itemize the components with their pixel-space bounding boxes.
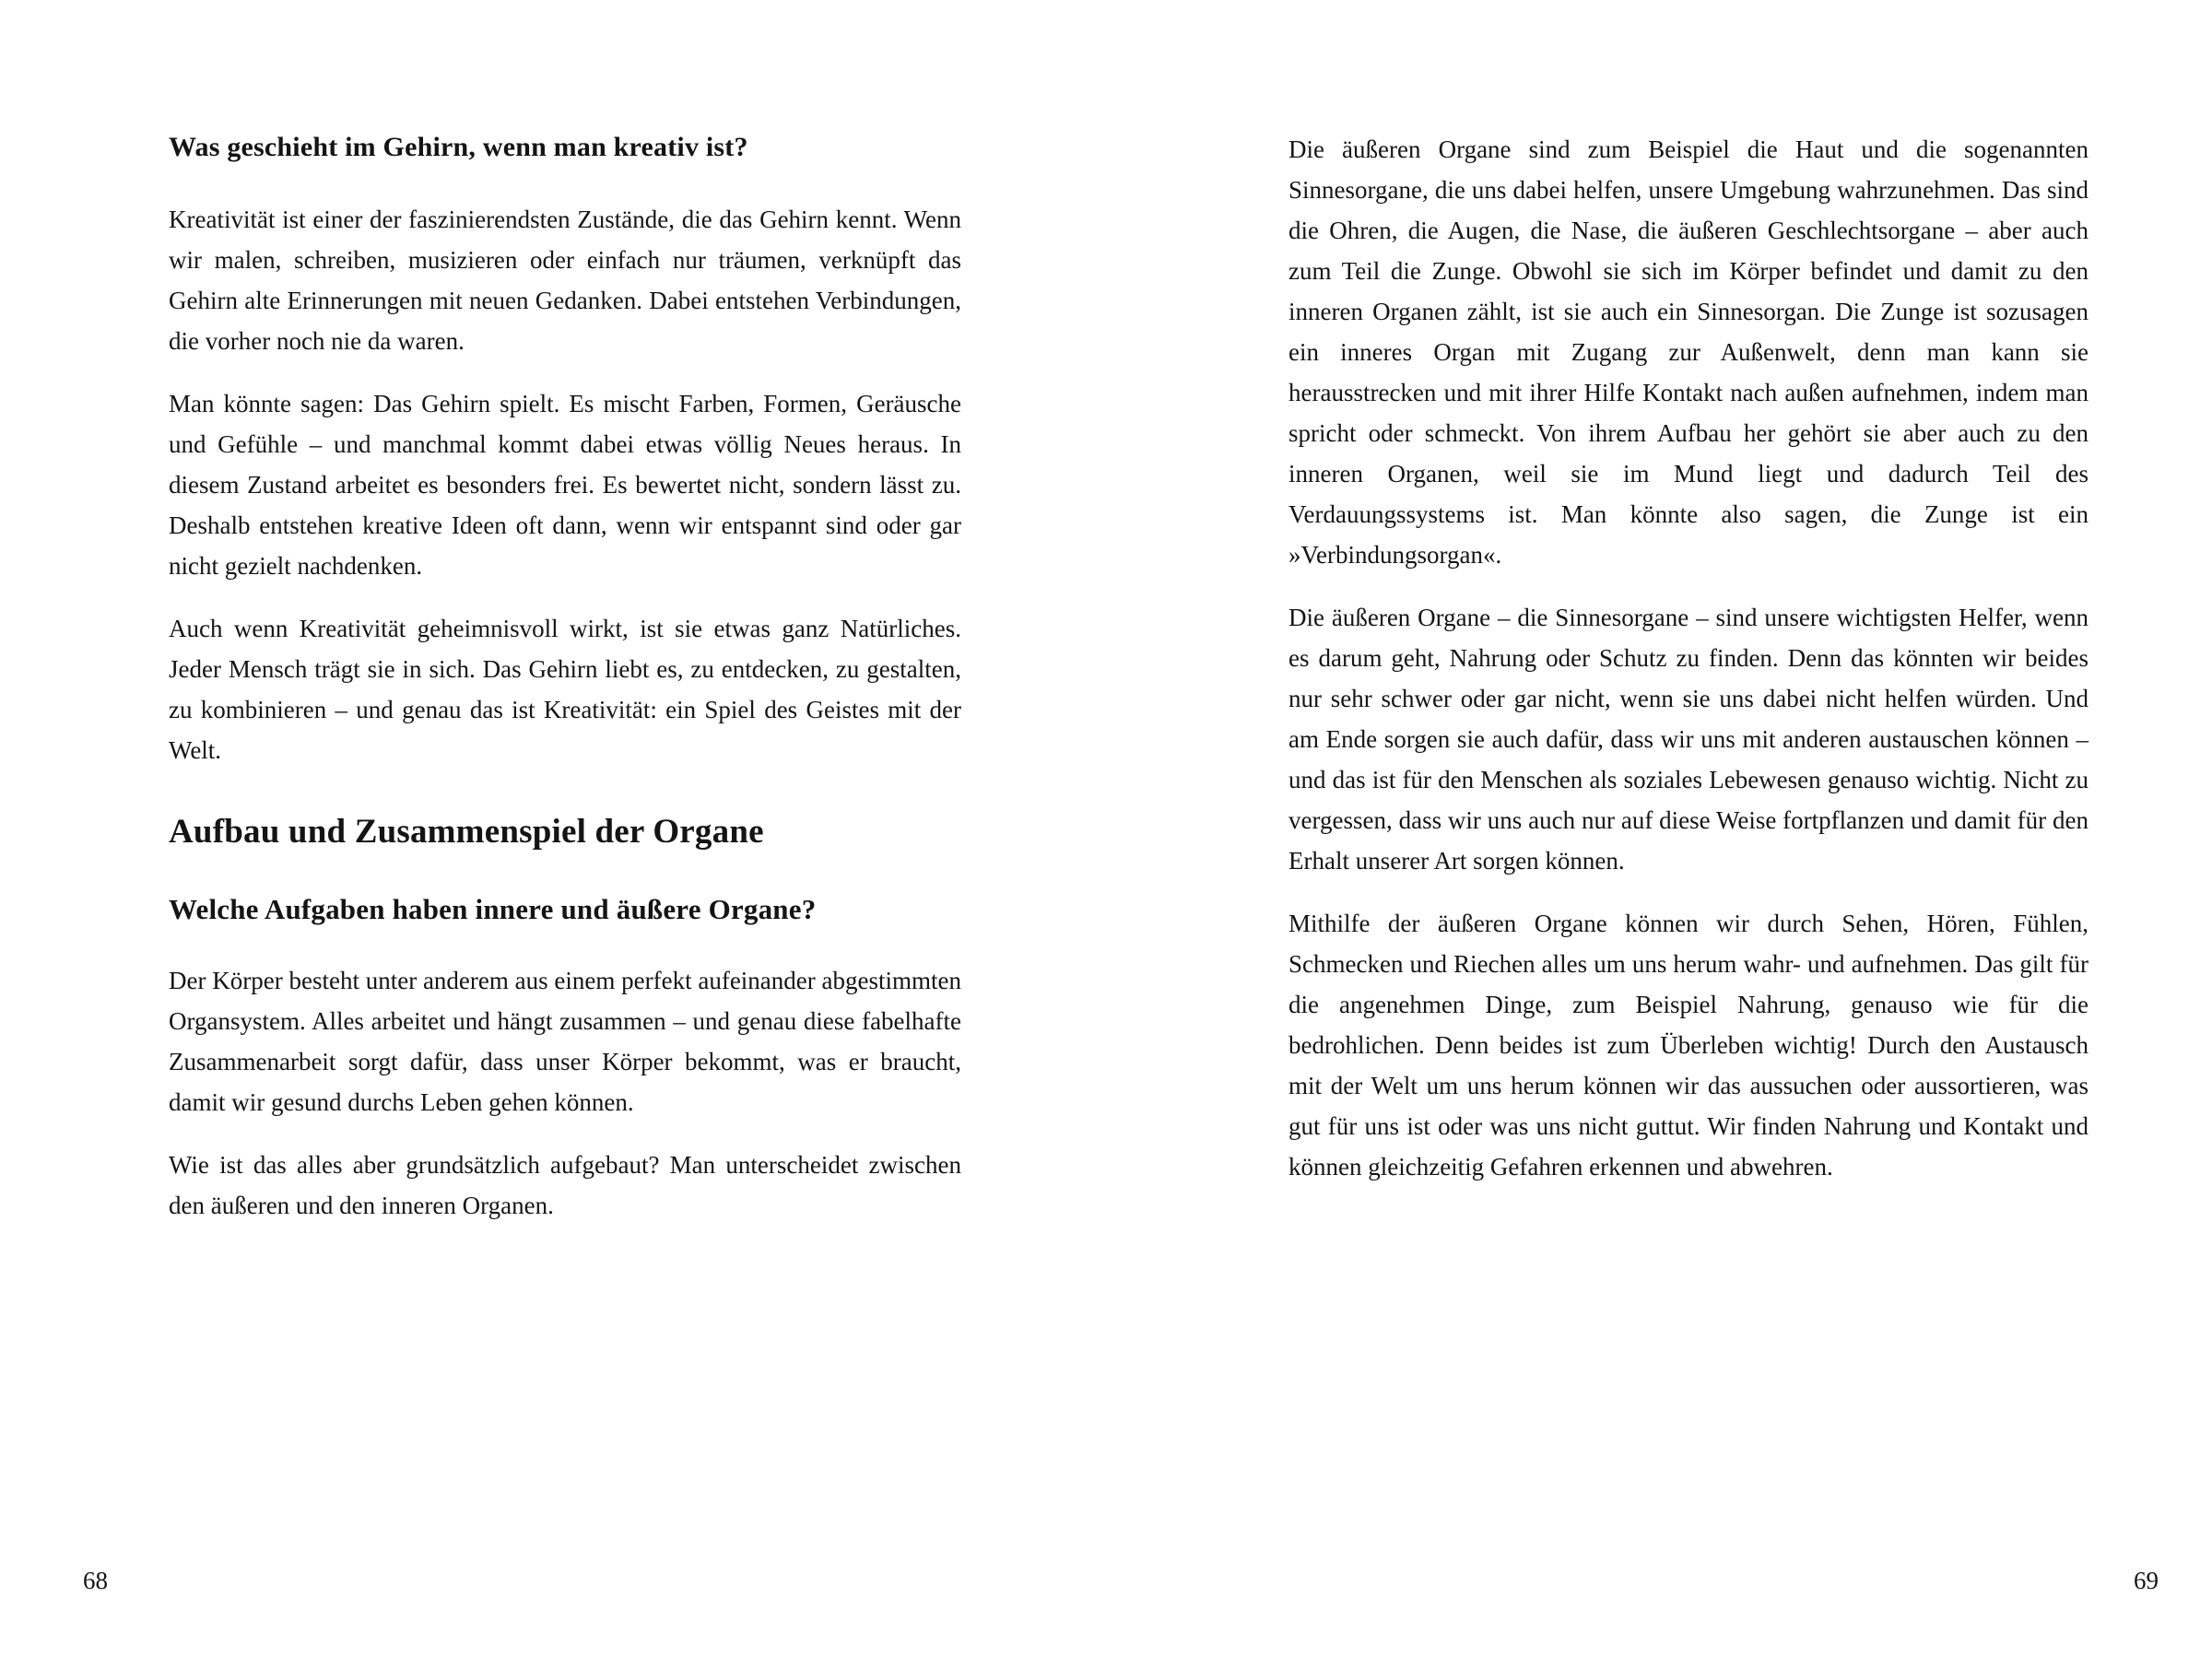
section-heading-creativity: Was geschieht im Gehirn, wenn man kreativ ist? — [169, 132, 748, 162]
paragraph: Auch wenn Kreativität geheimnisvoll wirkt, ist sie etwas ganz Natürliches. Jeder Mensch trägt sie in sich. Das Gehirn liebt es, zu entdecken, zu gestalten, zu kombinieren – und genau das ist Kreativität: ein Spiel des Geistes mit der Welt. — [169, 615, 961, 764]
page-left — [169, 129, 961, 1248]
paragraph: Man könnte sagen: Das Gehirn spielt. Es mischt Farben, Formen, Geräusche und Gefühle – und manchmal kommt dabei etwas völlig Neues heraus. In diesem Zustand arbeitet es besonders frei. Es bewertet nicht, sondern lässt zu. Deshalb entstehen kreative Ideen oft dann, wenn wir entspannt sind oder gar nicht gezielt nachdenken. — [169, 390, 961, 580]
paragraph: Die äußeren Organe – die Sinnesorgane – sind unsere wichtigsten Helfer, wenn es darum geht, Nahrung oder Schutz zu finden. Denn das könnten wir beides nur sehr schwer oder gar nicht, wenn sie uns dabei nicht helfen würden. Und am Ende sorgen sie auch dafür, dass wir uns mit anderen austauschen können – und das ist für den Menschen als soziales Lebewesen genauso wichtig. Nicht zu vergessen, dass wir uns auch nur auf diese Weise fortpflanzen und damit für den Erhalt unserer Art sorgen können. — [1288, 604, 2088, 875]
sub-heading-organ-tasks: Welche Aufgaben haben innere und äußere Organe? — [169, 893, 817, 925]
page-number-right: 69 — [2134, 1567, 2159, 1594]
chapter-heading-organs: Aufbau und Zusammenspiel der Organe — [169, 813, 764, 851]
paragraph: Wie ist das alles aber grundsätzlich aufgebaut? Man unterscheidet zwischen den äußeren und den inneren Organen. — [169, 1151, 961, 1219]
paragraph: Kreativität ist einer der faszinierendsten Zustände, die das Gehirn kennt. Wenn wir malen, schreiben, musizieren oder einfach nur träumen, verknüpft das Gehirn alte Erinnerungen mit neuen Gedanken. Dabei entstehen Verbindungen, die vorher noch nie da waren. — [169, 206, 961, 355]
paragraph: Die äußeren Organe sind zum Beispiel die Haut und die sogenannten Sinnesorgane, die uns dabei helfen, unsere Umgebung wahrzunehmen. Das sind die Ohren, die Augen, die Nase, die äußeren Geschlechtsorgane – aber auch zum Teil die Zunge. Obwohl sie sich im Körper befindet und damit zu den inneren Organen zählt, ist sie auch ein Sinnesorgan. Die Zunge ist sozusagen ein inneres Organ mit Zugang zur Außenwelt, denn man kann sie herausstrecken und mit ihrer Hilfe Kontakt nach außen aufnehmen, indem man spricht oder schmeckt. Von ihrem Aufbau her gehört sie aber auch zu den inneren Organen, weil sie im Mund liegt und dadurch Teil des Verdauungssystems ist. Man könnte also sagen, die Zunge ist ein »Verbindungsorgan«. — [1288, 135, 2088, 569]
page-number-left: 68 — [83, 1567, 108, 1594]
page-right — [1288, 129, 2088, 1209]
paragraph: Der Körper besteht unter anderem aus einem perfekt aufeinander abgestimmten Organsystem. Alles arbeitet und hängt zusammen – und genau diese fabelhafte Zusammenarbeit sorgt dafür, dass unser Körper bekommt, was er braucht, damit wir gesund durchs Leben gehen können. — [169, 967, 961, 1116]
paragraph: Mithilfe der äußeren Organe können wir durch Sehen, Hören, Fühlen, Schmecken und Riechen alles um uns herum wahr- und aufnehmen. Das gilt für die angenehmen Dinge, zum Beispiel Nahrung, genauso wie für die bedrohlichen. Denn beides ist zum Überleben wichtig! Durch den Austausch mit der Welt um uns herum können wir das aussuchen oder aussortieren, was gut für uns ist oder was uns nicht guttut. Wir finden Nahrung und Kontakt und können gleichzeitig Gefahren erkennen und abwehren. — [1288, 910, 2088, 1181]
